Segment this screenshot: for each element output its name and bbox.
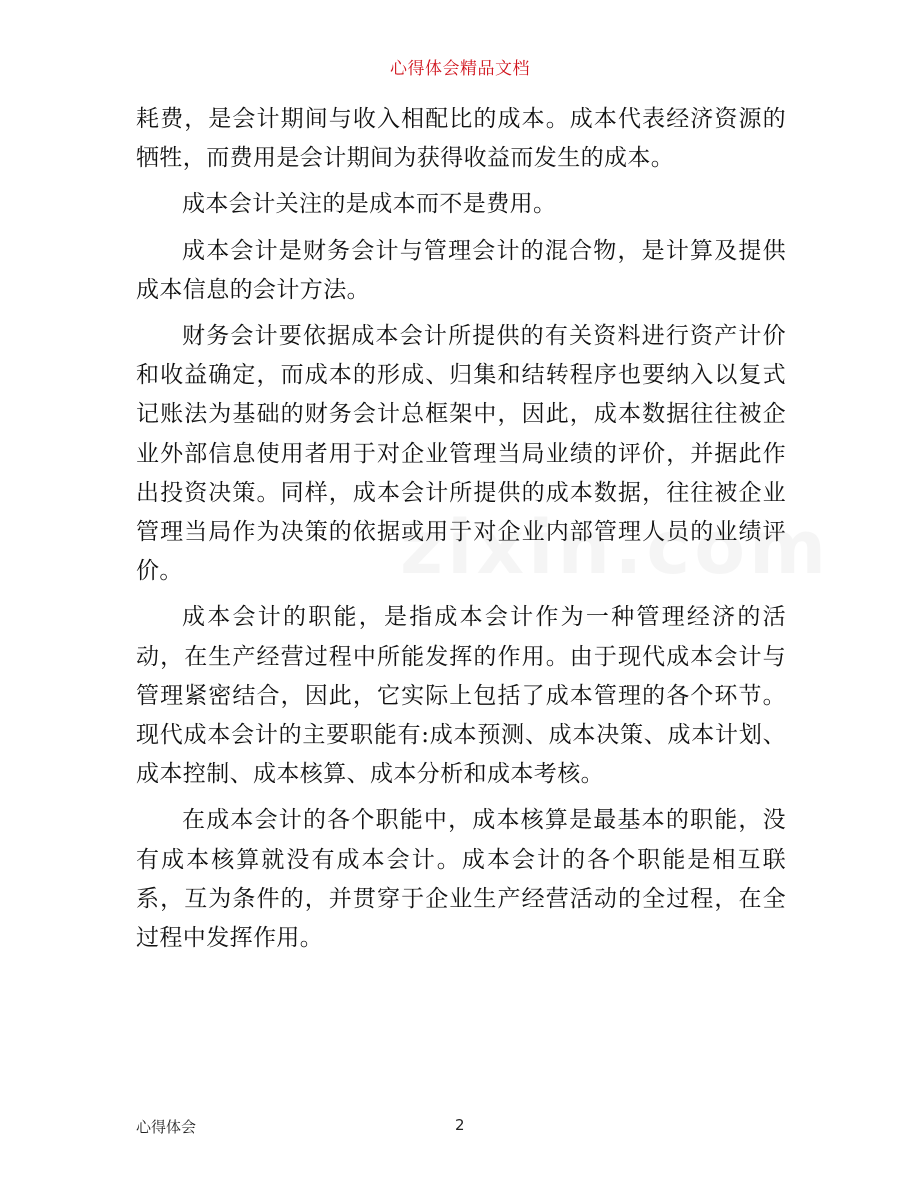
- paragraph-6: 在成本会计的各个职能中，成本核算是最基本的职能，没有成本核算就没有成本会计。成本会计的各个职能是相互联系，互为条件的，并贯穿于企业生产经营活动的全过程，在全过程中发挥作用。: [136, 807, 786, 952]
- footer-label: 心得体会: [136, 1118, 197, 1136]
- document-body: [136, 100, 786, 965]
- paragraph-4: 财务会计要依据成本会计所提供的有关资料进行资产计价和收益确定，而成本的形成、归集和结转程序也要纳入以复式记账法为基础的财务会计总框架中，因此，成本数据往往被企业外部信息使用者用于对企业管理当局业绩的评价，并据此作出投资决策。同样，成本会计所提供的成本数据，往往被企业管理当局作为决策的依据或用于对企业内部管理人员的业绩评价。: [136, 323, 786, 585]
- page-number: 2: [455, 1116, 465, 1134]
- paragraph-1: 耗费，是会计期间与收入相配比的成本。成本代表经济资源的牺牲，而费用是会计期间为获得收益而发生的成本。: [136, 106, 786, 172]
- paragraph-3: 成本会计是财务会计与管理会计的混合物，是计算及提供成本信息的会计方法。: [136, 237, 786, 303]
- paragraph-2: 成本会计关注的是成本而不是费用。: [182, 191, 557, 218]
- paragraph-5: 成本会计的职能，是指成本会计作为一种管理经济的活动，在生产经营过程中所能发挥的作用。由于现代成本会计与管理紧密结合，因此，它实际上包括了成本管理的各个环节。现代成本会计的主要职能有:成本预测、成本决策、成本计划、成本控制、成本核算、成本分析和成本考核。: [136, 604, 786, 788]
- document-header-title: 心得体会精品文档: [390, 59, 530, 79]
